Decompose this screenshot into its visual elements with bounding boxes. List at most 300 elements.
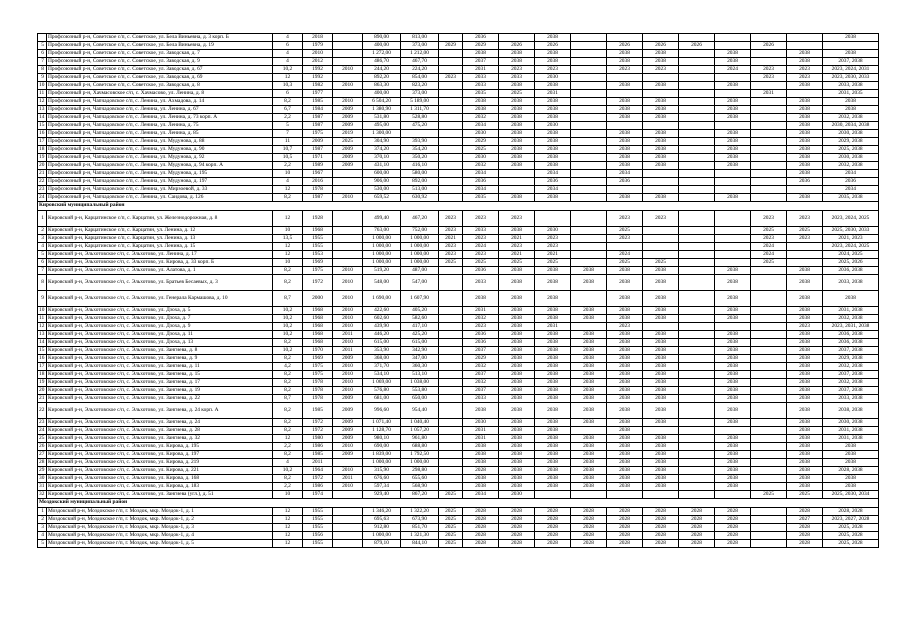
- table-row: [38, 122, 879, 130]
- value-cell: 2036: [535, 178, 571, 186]
- value-cell: 2038: [787, 307, 823, 315]
- value-cell: 2011: [333, 347, 363, 355]
- row-number: 22: [38, 178, 47, 186]
- value-cell: 2038: [715, 82, 751, 90]
- value-cell: 10: [273, 170, 303, 178]
- value-cell: 2038: [787, 291, 823, 307]
- table-row: [38, 315, 879, 323]
- address-cell: Кировский р-н, Эльхотовское с/п, с. Эльхотово, ул. Братьев Бесаевых, д. 3: [47, 275, 273, 291]
- value-cell: [439, 267, 463, 275]
- value-cell: 2028: [463, 524, 499, 532]
- table-row: [38, 275, 879, 291]
- value-cell: [751, 443, 787, 451]
- value-cell: 2038: [787, 50, 823, 58]
- value-cell: 844,10: [401, 540, 439, 548]
- value-cell: 2028: [499, 540, 535, 548]
- value-cell: 4: [273, 178, 303, 186]
- value-cell: 530,00: [363, 186, 401, 194]
- table-row: [38, 66, 879, 74]
- value-cell: 1972: [303, 275, 333, 291]
- value-cell: 6: [273, 42, 303, 50]
- value-cell: [679, 419, 715, 427]
- row-number: 31: [38, 483, 47, 491]
- value-cell: [333, 211, 363, 227]
- value-cell: 1992: [303, 66, 333, 74]
- value-cell: 2032, 2038: [823, 363, 879, 371]
- value-cell: 1 322,20: [401, 508, 439, 516]
- table-row: [38, 395, 879, 403]
- address-cell: Кировский р-н, Карцатинское с/п, с. Карцатин, ул. Ленина, д. 12: [47, 227, 273, 235]
- value-cell: 547,00: [401, 275, 439, 291]
- value-cell: 2030, 2038: [823, 419, 879, 427]
- address-cell: Кировский р-н, Эльхотовское с/п, с. Эльхотово, ул. Зангиева, д. 8: [47, 347, 273, 355]
- value-cell: [679, 130, 715, 138]
- value-cell: [823, 42, 879, 50]
- value-cell: 2038: [571, 267, 607, 275]
- address-cell: Кировский р-н, Эльхотовское с/п, с. Эльхотово, ул. Дзоха, д. 11: [47, 331, 273, 339]
- row-number: 19: [38, 379, 47, 387]
- table-row: [38, 435, 879, 443]
- value-cell: 2032, 2038: [823, 379, 879, 387]
- value-cell: 416,10: [401, 162, 439, 170]
- value-cell: 2028: [787, 508, 823, 516]
- value-cell: 2038: [787, 363, 823, 371]
- value-cell: 8,2: [273, 355, 303, 363]
- value-cell: 2010: [333, 443, 363, 451]
- value-cell: 2038: [463, 50, 499, 58]
- value-cell: 2023, 2027, 2028: [823, 516, 879, 524]
- address-cell: Моздокский р-н, Моздокское г/п, г. Моздок, мкр. Моздок-1, д. 4: [47, 532, 273, 540]
- value-cell: 2038: [643, 387, 679, 395]
- value-cell: [439, 106, 463, 114]
- value-cell: 2,2: [273, 114, 303, 122]
- value-cell: 2038: [787, 379, 823, 387]
- value-cell: 892,00: [401, 178, 439, 186]
- value-cell: [439, 98, 463, 106]
- value-cell: 2038, 2038: [823, 403, 879, 419]
- value-cell: 439,90: [363, 323, 401, 331]
- value-cell: 1 000,00: [363, 259, 401, 267]
- value-cell: 2038: [571, 363, 607, 371]
- value-cell: 2023, 2030, 2033: [823, 74, 879, 82]
- value-cell: 1 311,70: [401, 106, 439, 114]
- value-cell: 2028: [679, 508, 715, 516]
- value-cell: 2010: [333, 467, 363, 475]
- value-cell: [715, 122, 751, 130]
- value-cell: 2025: [535, 259, 571, 267]
- value-cell: 2028: [715, 532, 751, 540]
- row-number: 1: [38, 508, 47, 516]
- value-cell: 2035: [463, 194, 499, 202]
- value-cell: [643, 34, 679, 42]
- value-cell: 2038: [715, 435, 751, 443]
- table-row: [38, 186, 879, 194]
- value-cell: 2023: [751, 74, 787, 82]
- table-row: [38, 114, 879, 122]
- value-cell: 1 000,00: [363, 251, 401, 259]
- value-cell: 2,2: [273, 483, 303, 491]
- value-cell: 2037: [463, 58, 499, 66]
- value-cell: 2025: [439, 540, 463, 548]
- value-cell: 2028: [607, 516, 643, 524]
- address-cell: Профсоюзный р-н, Советское с/п, с. Советское, ул. Заводская, д. 8: [47, 82, 273, 90]
- value-cell: [439, 130, 463, 138]
- value-cell: 10: [273, 227, 303, 235]
- value-cell: 597,34: [363, 483, 401, 491]
- value-cell: 353,90: [363, 347, 401, 355]
- value-cell: 1968: [303, 339, 333, 347]
- value-cell: 2010: [333, 194, 363, 202]
- value-cell: 2038: [463, 403, 499, 419]
- value-cell: [607, 491, 643, 499]
- value-cell: 8,2: [273, 267, 303, 275]
- value-cell: [715, 243, 751, 251]
- value-cell: [715, 178, 751, 186]
- value-cell: [333, 178, 363, 186]
- value-cell: 1955: [303, 235, 333, 243]
- value-cell: 2031: [463, 307, 499, 315]
- table-row: [38, 34, 879, 42]
- value-cell: 374,20: [363, 146, 401, 154]
- value-cell: 2009: [333, 114, 363, 122]
- value-cell: 2011: [333, 475, 363, 483]
- value-cell: 2009: [333, 162, 363, 170]
- table-row: [38, 211, 879, 227]
- value-cell: 400,00: [363, 90, 401, 98]
- row-number: 3: [38, 524, 47, 532]
- address-cell: Профсоюзный р-н, Хачмасовское с/п, с. Хачмасово, ул. Ленина, д. 8: [47, 90, 273, 98]
- value-cell: 2038: [607, 194, 643, 202]
- value-cell: 2028: [535, 516, 571, 524]
- value-cell: 2028: [535, 524, 571, 532]
- value-cell: 2023: [439, 243, 463, 251]
- value-cell: [715, 170, 751, 178]
- value-cell: 2038: [499, 275, 535, 291]
- value-cell: 2038: [463, 451, 499, 459]
- value-cell: 2038: [499, 371, 535, 379]
- address-cell: Кировский р-н, Эльхотовское с/п, с. Эльхотово, ул. Дзоха, д. 7: [47, 315, 273, 323]
- value-cell: 2033: [463, 82, 499, 90]
- value-cell: 2038: [787, 443, 823, 451]
- value-cell: 2038: [715, 419, 751, 427]
- value-cell: 2023: [439, 227, 463, 235]
- value-cell: [679, 387, 715, 395]
- value-cell: 2038: [643, 146, 679, 154]
- value-cell: 1986: [303, 483, 333, 491]
- value-cell: 1968: [303, 227, 333, 235]
- row-number: 2: [38, 227, 47, 235]
- value-cell: 2028: [787, 540, 823, 548]
- value-cell: 2031, 2038: [823, 435, 879, 443]
- value-cell: 2026: [535, 42, 571, 50]
- value-cell: 2038: [499, 154, 535, 162]
- value-cell: 405,20: [401, 307, 439, 315]
- value-cell: [439, 66, 463, 74]
- value-cell: 2025: [787, 491, 823, 499]
- value-cell: [751, 82, 787, 90]
- table-row: [38, 459, 879, 467]
- address-cell: Кировский р-н, Карцатинское с/п, с. Карцатин, ул. Ленина, д. 13: [47, 235, 273, 243]
- value-cell: [439, 194, 463, 202]
- value-cell: 2038: [535, 331, 571, 339]
- value-cell: 2038: [499, 114, 535, 122]
- address-cell: Профсоюзный р-н, Чапчадовское с/п, с. Ленина, ул. Ленина, д. 67: [47, 106, 273, 114]
- value-cell: 2038: [715, 403, 751, 419]
- value-cell: 2038: [607, 138, 643, 146]
- value-cell: 2028, 2028: [823, 508, 879, 516]
- value-cell: 2025, 2028: [823, 532, 879, 540]
- value-cell: [679, 50, 715, 58]
- value-cell: [751, 138, 787, 146]
- value-cell: 2038: [715, 106, 751, 114]
- address-cell: Кировский р-н, Эльхотовское с/п, с. Эльхотово, ул. Кирова, д. 168: [47, 475, 273, 483]
- table-row: [38, 387, 879, 395]
- value-cell: [643, 122, 679, 130]
- value-cell: 2037, 2038: [823, 347, 879, 355]
- value-cell: [571, 243, 607, 251]
- value-cell: 2038: [643, 138, 679, 146]
- value-cell: 2026: [607, 42, 643, 50]
- value-cell: 615,00: [401, 339, 439, 347]
- value-cell: 2038: [715, 154, 751, 162]
- value-cell: 2023: [607, 235, 643, 243]
- value-cell: 2038: [535, 315, 571, 323]
- table-row: [38, 307, 879, 315]
- value-cell: [751, 130, 787, 138]
- table-row: [38, 467, 879, 475]
- address-cell: Кировский р-н, Эльхотовское с/п, с. Эльхотово, ул. Кирова, д. 197: [47, 451, 273, 459]
- value-cell: 4: [273, 50, 303, 58]
- value-cell: [787, 243, 823, 251]
- value-cell: [643, 186, 679, 194]
- value-cell: 2035, 2038: [823, 194, 879, 202]
- value-cell: [439, 323, 463, 331]
- value-cell: 2025: [439, 524, 463, 532]
- value-cell: [643, 178, 679, 186]
- value-cell: 1 380,90: [363, 106, 401, 114]
- value-cell: 2038: [643, 331, 679, 339]
- value-cell: 2038: [607, 419, 643, 427]
- value-cell: 2031: [535, 90, 571, 98]
- address-cell: Профсоюзный р-н, Чапчадовское с/п, с. Ленина, ул. Мудунова, д. 88: [47, 138, 273, 146]
- value-cell: 2010: [333, 267, 363, 275]
- value-cell: 1 346,20: [363, 508, 401, 516]
- value-cell: 2038: [535, 467, 571, 475]
- value-cell: 2038: [643, 363, 679, 371]
- value-cell: 2036: [787, 178, 823, 186]
- value-cell: [751, 516, 787, 524]
- value-cell: [751, 146, 787, 154]
- value-cell: 2028: [499, 508, 535, 516]
- value-cell: 2025: [787, 227, 823, 235]
- value-cell: 2025, 2026: [823, 259, 879, 267]
- value-cell: [715, 259, 751, 267]
- value-cell: 2028: [571, 532, 607, 540]
- value-cell: [787, 251, 823, 259]
- value-cell: 980,10: [363, 435, 401, 443]
- value-cell: 2028: [463, 467, 499, 475]
- value-cell: 2038: [535, 194, 571, 202]
- value-cell: 2038: [787, 451, 823, 459]
- value-cell: 1 321,30: [401, 532, 439, 540]
- value-cell: 2028: [499, 524, 535, 532]
- value-cell: 2038: [607, 82, 643, 90]
- row-number: 23: [38, 186, 47, 194]
- row-number: 11: [38, 90, 47, 98]
- value-cell: 2010: [333, 307, 363, 315]
- value-cell: 2009: [333, 435, 363, 443]
- value-cell: 2009: [333, 355, 363, 363]
- value-cell: 2028: [535, 532, 571, 540]
- repair-schedule-table: [37, 33, 879, 548]
- address-cell: Кировский р-н, Эльхотовское с/п, с. Эльхотово, ул. Зангиева, д. 32: [47, 435, 273, 443]
- value-cell: 2038: [607, 347, 643, 355]
- address-cell: Кировский р-н, Эльхотовское с/п, с. Эльхотово, ул. Зангиева, д. 9: [47, 355, 273, 363]
- value-cell: 8,7: [273, 291, 303, 307]
- value-cell: 2038: [571, 307, 607, 315]
- row-number: 6: [38, 50, 47, 58]
- value-cell: 528,80: [401, 114, 439, 122]
- value-cell: 863,30: [363, 82, 401, 90]
- value-cell: 2038: [499, 355, 535, 363]
- value-cell: 2038: [499, 82, 535, 90]
- value-cell: [571, 170, 607, 178]
- value-cell: 2038: [571, 275, 607, 291]
- row-number: 22: [38, 403, 47, 419]
- value-cell: [439, 315, 463, 323]
- table-row: [38, 58, 879, 66]
- value-cell: [333, 186, 363, 194]
- value-cell: 2032, 2038: [823, 315, 879, 323]
- value-cell: [333, 516, 363, 524]
- address-cell: Кировский р-н, Эльхотовское с/п, с. Эльхотово, ул. Зангиева, д. 17: [47, 379, 273, 387]
- value-cell: 4: [273, 459, 303, 467]
- value-cell: [679, 259, 715, 267]
- row-number: 8: [38, 66, 47, 74]
- value-cell: 2038: [787, 122, 823, 130]
- value-cell: [715, 491, 751, 499]
- value-cell: 2038: [715, 379, 751, 387]
- address-cell: Профсоюзный р-н, Советское с/п, с. Советское, ул. Заводская, д. 69: [47, 74, 273, 82]
- value-cell: 422,60: [363, 307, 401, 315]
- value-cell: 2038: [499, 419, 535, 427]
- row-number: 5: [38, 251, 47, 259]
- value-cell: 10,2: [273, 347, 303, 355]
- section-title: Кировский муниципальный район: [38, 202, 879, 211]
- value-cell: 2038: [787, 403, 823, 419]
- value-cell: [607, 122, 643, 130]
- value-cell: 2038: [787, 154, 823, 162]
- value-cell: [333, 251, 363, 259]
- row-number: 16: [38, 130, 47, 138]
- value-cell: 2009: [333, 451, 363, 459]
- value-cell: 2038: [823, 106, 879, 114]
- value-cell: 2024: [607, 251, 643, 259]
- value-cell: 10: [273, 259, 303, 267]
- value-cell: [571, 90, 607, 98]
- row-number: 26: [38, 443, 47, 451]
- value-cell: 576,80: [363, 387, 401, 395]
- value-cell: 8,2: [273, 419, 303, 427]
- value-cell: 8,2: [273, 339, 303, 347]
- row-number: 7: [38, 58, 47, 66]
- value-cell: [751, 114, 787, 122]
- value-cell: 2023: [787, 235, 823, 243]
- value-cell: 2030: [535, 74, 571, 82]
- document-page: [37, 33, 878, 548]
- value-cell: 2038: [535, 387, 571, 395]
- value-cell: 2023: [787, 323, 823, 331]
- value-cell: 2010: [333, 315, 363, 323]
- value-cell: [439, 178, 463, 186]
- value-cell: 1978: [303, 395, 333, 403]
- address-cell: Кировский р-н, Эльхотовское с/п, с. Эльхотово, ул. Кирова, д. 33 корп. Б: [47, 259, 273, 267]
- value-cell: 1964: [303, 467, 333, 475]
- value-cell: [751, 50, 787, 58]
- value-cell: 1 071,40: [363, 419, 401, 427]
- value-cell: 2038: [715, 114, 751, 122]
- value-cell: 2038: [571, 371, 607, 379]
- table-row: [38, 443, 879, 451]
- value-cell: 4: [273, 58, 303, 66]
- value-cell: 8,7: [273, 395, 303, 403]
- value-cell: 912,80: [363, 524, 401, 532]
- row-number: 20: [38, 162, 47, 170]
- value-cell: 2038: [571, 483, 607, 491]
- row-number: 23: [38, 419, 47, 427]
- value-cell: [679, 427, 715, 435]
- value-cell: 350,20: [401, 154, 439, 162]
- value-cell: 10,3: [273, 82, 303, 90]
- value-cell: 2036, 2038: [823, 339, 879, 347]
- value-cell: 224,20: [401, 66, 439, 74]
- value-cell: 2010: [333, 483, 363, 491]
- value-cell: [751, 347, 787, 355]
- value-cell: 2025, 2030, 2034: [823, 491, 879, 499]
- value-cell: 2038: [571, 395, 607, 403]
- value-cell: 2023: [439, 211, 463, 227]
- value-cell: 2023: [439, 251, 463, 259]
- value-cell: 2030, 2034, 2038: [823, 122, 879, 130]
- value-cell: [439, 339, 463, 347]
- value-cell: 2038: [643, 130, 679, 138]
- value-cell: 2023: [607, 211, 643, 227]
- value-cell: 2038: [535, 50, 571, 58]
- value-cell: [571, 122, 607, 130]
- address-cell: Кировский р-н, Эльхотовское с/п, с. Эльхотово, ул. Зангиева, д. 24 корп. А: [47, 403, 273, 419]
- value-cell: 2038: [643, 114, 679, 122]
- value-cell: 2021: [499, 235, 535, 243]
- value-cell: 2038: [607, 355, 643, 363]
- value-cell: 2038: [607, 427, 643, 435]
- value-cell: [751, 524, 787, 532]
- value-cell: 2038: [571, 435, 607, 443]
- value-cell: 2038: [787, 435, 823, 443]
- table-row: [38, 243, 879, 251]
- value-cell: 2031: [463, 66, 499, 74]
- value-cell: [571, 154, 607, 162]
- row-number: 3: [38, 235, 47, 243]
- row-number: 24: [38, 194, 47, 202]
- value-cell: 2038: [715, 395, 751, 403]
- value-cell: 467,70: [401, 58, 439, 66]
- value-cell: 2038: [715, 467, 751, 475]
- table-row: [38, 138, 879, 146]
- value-cell: 2038: [535, 459, 571, 467]
- value-cell: 1975: [303, 267, 333, 275]
- value-cell: 6,7: [273, 106, 303, 114]
- value-cell: 2038: [607, 331, 643, 339]
